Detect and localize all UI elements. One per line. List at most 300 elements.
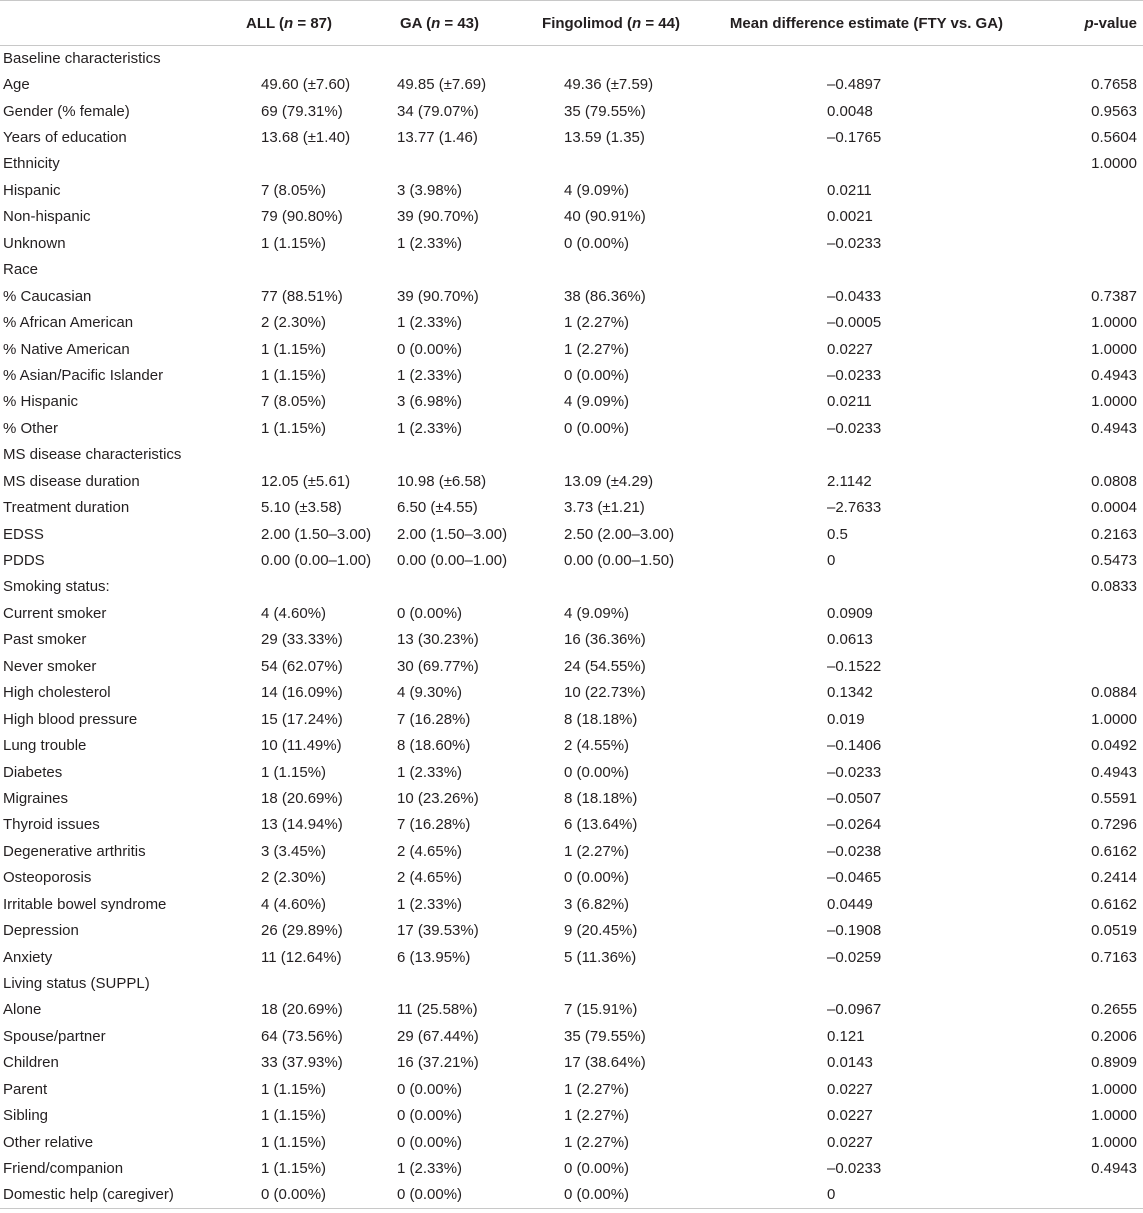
p-value: 0.0519	[1091, 922, 1137, 940]
all-value: 49.60 (±7.60)	[261, 76, 351, 94]
all-value: 69 (79.31%)	[261, 102, 343, 120]
all-value: 3 (3.45%)	[261, 842, 327, 860]
mean-difference-value: 0.0227	[827, 1107, 873, 1125]
table-row	[0, 363, 1143, 389]
row-label: Race	[3, 261, 39, 279]
table-row	[0, 759, 1143, 785]
fingolimod-value	[523, 574, 699, 600]
mean-difference-value: –0.0967	[827, 1001, 882, 1019]
fingolimod-value: 8 (18.18%)	[564, 710, 638, 728]
header-all: ALL (n = 87)	[222, 1, 356, 46]
mean-difference-value: 0.0909	[827, 604, 873, 622]
table-row	[0, 336, 1143, 362]
p-value: 0.8909	[1091, 1054, 1137, 1072]
table-row	[0, 733, 1143, 759]
p-value: 0.0808	[1091, 472, 1137, 490]
table-row	[0, 151, 1143, 177]
all-value	[222, 574, 356, 600]
p-value	[1034, 627, 1143, 653]
fingolimod-value: 4 (9.09%)	[564, 393, 630, 411]
ga-value: 7 (16.28%)	[397, 816, 471, 834]
all-value: 1 (1.15%)	[261, 1107, 327, 1125]
table-row	[0, 442, 1143, 468]
row-label: Parent	[3, 1080, 48, 1098]
ga-value	[356, 257, 523, 283]
row-label: Children	[3, 1054, 59, 1072]
table-row	[0, 706, 1143, 732]
row-label: High blood pressure	[3, 710, 138, 728]
table-row	[0, 601, 1143, 627]
mean-difference-value: 0.0211	[827, 181, 872, 199]
p-value	[1034, 257, 1143, 283]
ga-value: 10 (23.26%)	[397, 789, 479, 807]
ga-value: 1 (2.33%)	[397, 763, 463, 781]
row-label: Gender (% female)	[3, 102, 130, 120]
row-label: Migraines	[3, 789, 69, 807]
p-value: 1.0000	[1091, 314, 1137, 332]
ga-value: 0 (0.00%)	[397, 604, 463, 622]
mean-difference-value: 0.0227	[827, 1133, 873, 1151]
all-value: 1 (1.15%)	[261, 1160, 327, 1178]
p-value: 0.7387	[1091, 287, 1137, 305]
mean-difference-value: 0.0227	[827, 340, 873, 358]
p-value	[1034, 204, 1143, 230]
ga-value: 3 (6.98%)	[397, 393, 463, 411]
mean-difference-value: –0.0433	[827, 287, 882, 305]
header-ga: GA (n = 43)	[356, 1, 523, 46]
header-row	[0, 1, 1143, 46]
fingolimod-value: 0 (0.00%)	[564, 234, 630, 252]
row-label: Anxiety	[3, 948, 53, 966]
all-value: 29 (33.33%)	[261, 631, 343, 649]
p-value: 1.0000	[1091, 340, 1137, 358]
all-value: 26 (29.89%)	[261, 922, 343, 940]
mean-difference-value: 0.0449	[827, 895, 873, 913]
p-value	[1034, 231, 1143, 257]
all-value: 33 (37.93%)	[261, 1054, 343, 1072]
p-value: 0.0004	[1091, 499, 1137, 517]
table-row	[0, 574, 1143, 600]
row-label: % Hispanic	[3, 393, 79, 411]
fingolimod-value	[523, 46, 699, 72]
ga-value: 13 (30.23%)	[397, 631, 479, 649]
mean-difference-value	[699, 46, 1034, 72]
ga-value: 10.98 (±6.58)	[397, 472, 487, 490]
table-row	[0, 98, 1143, 124]
fingolimod-value: 0 (0.00%)	[564, 1160, 630, 1178]
row-label: Degenerative arthritis	[3, 842, 146, 860]
fingolimod-value: 9 (20.45%)	[564, 922, 638, 940]
row-label: Depression	[3, 922, 79, 940]
ga-value: 39 (90.70%)	[397, 287, 479, 305]
row-label: PDDS	[3, 552, 45, 570]
row-label: Baseline characteristics	[3, 49, 161, 67]
all-value: 5.10 (±3.58)	[261, 499, 342, 517]
all-value: 18 (20.69%)	[261, 789, 343, 807]
ga-value: 0 (0.00%)	[397, 340, 463, 358]
row-label: Sibling	[3, 1107, 49, 1125]
table-row	[0, 1129, 1143, 1155]
ga-value: 2.00 (1.50–3.00)	[397, 525, 508, 543]
fingolimod-value: 0 (0.00%)	[564, 869, 630, 887]
fingolimod-value: 0 (0.00%)	[564, 419, 630, 437]
fingolimod-value: 13.09 (±4.29)	[564, 472, 654, 490]
p-value: 0.2163	[1091, 525, 1137, 543]
mean-difference-value: –0.0238	[827, 842, 882, 860]
mean-difference-value: 0	[827, 552, 836, 570]
all-value	[222, 151, 356, 177]
fingolimod-value: 13.59 (1.35)	[564, 129, 645, 147]
mean-difference-value: –0.0005	[827, 314, 882, 332]
fingolimod-value: 1 (2.27%)	[564, 1080, 630, 1098]
row-label: % Other	[3, 419, 59, 437]
row-label: Living status (SUPPL)	[3, 975, 150, 993]
ga-value: 1 (2.33%)	[397, 366, 463, 384]
p-value: 1.0000	[1091, 1107, 1137, 1125]
mean-difference-value: 0.0048	[827, 102, 873, 120]
ga-value: 2 (4.65%)	[397, 869, 463, 887]
fingolimod-value	[523, 151, 699, 177]
fingolimod-value: 1 (2.27%)	[564, 1133, 630, 1151]
table-row	[0, 1050, 1143, 1076]
all-value: 4 (4.60%)	[261, 895, 327, 913]
p-value: 0.6162	[1091, 895, 1137, 913]
ga-value: 0 (0.00%)	[397, 1107, 463, 1125]
p-value: 1.0000	[1091, 710, 1137, 728]
row-label: Unknown	[3, 234, 66, 252]
all-value: 1 (1.15%)	[261, 234, 327, 252]
fingolimod-value: 0 (0.00%)	[564, 366, 630, 384]
row-label: % Native American	[3, 340, 130, 358]
row-label: Diabetes	[3, 763, 63, 781]
fingolimod-value: 35 (79.55%)	[564, 102, 646, 120]
fingolimod-value: 2 (4.55%)	[564, 737, 630, 755]
table-row	[0, 204, 1143, 230]
all-value: 1 (1.15%)	[261, 1133, 327, 1151]
p-value: 0.4943	[1091, 366, 1137, 384]
row-label: Years of education	[3, 129, 127, 147]
mean-difference-value: –0.0233	[827, 366, 882, 384]
ga-value: 29 (67.44%)	[397, 1027, 479, 1045]
p-value	[1034, 654, 1143, 680]
all-value: 4 (4.60%)	[261, 604, 327, 622]
p-value: 0.9563	[1091, 102, 1137, 120]
all-value	[222, 46, 356, 72]
p-value: 0.2414	[1091, 869, 1137, 887]
mean-difference-value: 0.0021	[827, 208, 873, 226]
table-row	[0, 521, 1143, 547]
ga-value	[356, 46, 523, 72]
mean-difference-value: –0.4897	[827, 76, 882, 94]
row-label: Lung trouble	[3, 737, 87, 755]
fingolimod-value: 0.00 (0.00–1.50)	[564, 552, 675, 570]
ga-value: 0 (0.00%)	[397, 1080, 463, 1098]
fingolimod-value: 35 (79.55%)	[564, 1027, 646, 1045]
table-row	[0, 72, 1143, 98]
row-label: Never smoker	[3, 657, 97, 675]
row-label: % Caucasian	[3, 287, 92, 305]
all-value: 2 (2.30%)	[261, 314, 327, 332]
mean-difference-value: –0.1406	[827, 737, 882, 755]
fingolimod-value: 1 (2.27%)	[564, 1107, 630, 1125]
p-value: 1.0000	[1091, 393, 1137, 411]
all-value: 15 (17.24%)	[261, 710, 343, 728]
p-value: 0.0492	[1091, 737, 1137, 755]
mean-difference-value: –0.0233	[827, 234, 882, 252]
mean-difference-value: 0.0227	[827, 1080, 873, 1098]
p-value	[1034, 1182, 1143, 1208]
mean-difference-value: 0.5	[827, 525, 848, 543]
row-label: Hispanic	[3, 181, 61, 199]
fingolimod-value: 3 (6.82%)	[564, 895, 630, 913]
header-label	[0, 1, 222, 46]
mean-difference-value: 2.1142	[827, 472, 872, 490]
p-value	[1034, 46, 1143, 72]
mean-difference-value: –0.0233	[827, 1160, 882, 1178]
all-value: 13.68 (±1.40)	[261, 129, 351, 147]
table-row	[0, 944, 1143, 970]
table-row	[0, 1103, 1143, 1129]
ga-value: 16 (37.21%)	[397, 1054, 479, 1072]
all-value: 13 (14.94%)	[261, 816, 343, 834]
table-body	[0, 46, 1143, 1209]
table-row	[0, 654, 1143, 680]
mean-difference-value: –0.0259	[827, 948, 882, 966]
fingolimod-value: 0 (0.00%)	[564, 763, 630, 781]
table-row	[0, 865, 1143, 891]
table-row	[0, 971, 1143, 997]
ga-value: 11 (25.58%)	[397, 1001, 478, 1019]
ga-value: 0 (0.00%)	[356, 1182, 523, 1208]
row-label: Treatment duration	[3, 499, 130, 517]
mean-difference-value: 0.0613	[827, 631, 873, 649]
p-value	[1034, 971, 1143, 997]
ga-value: 1 (2.33%)	[397, 895, 463, 913]
ga-value: 6.50 (±4.55)	[397, 499, 478, 517]
mean-difference-value: –0.0264	[827, 816, 882, 834]
ga-value: 2 (4.65%)	[397, 842, 463, 860]
fingolimod-value	[523, 442, 699, 468]
fingolimod-value	[523, 971, 699, 997]
mean-difference-value: –0.1765	[827, 129, 882, 147]
header-mean-difference: Mean difference estimate (FTY vs. GA)	[699, 1, 1034, 46]
table-row	[0, 389, 1143, 415]
fingolimod-value: 7 (15.91%)	[564, 1001, 638, 1019]
all-value: 1 (1.15%)	[261, 419, 327, 437]
table-row	[0, 495, 1143, 521]
p-value: 0.7296	[1091, 816, 1137, 834]
header-fingolimod: Fingolimod (n = 44)	[523, 1, 699, 46]
row-label: High cholesterol	[3, 684, 111, 702]
mean-difference-value	[699, 574, 1034, 600]
mean-difference-value: –0.1522	[827, 657, 882, 675]
all-value: 2.00 (1.50–3.00)	[261, 525, 372, 543]
fingolimod-value: 3.73 (±1.21)	[564, 499, 645, 517]
p-value	[1034, 178, 1143, 204]
fingolimod-value: 0 (0.00%)	[523, 1182, 699, 1208]
p-value: 0.7658	[1091, 76, 1137, 94]
row-label: Smoking status:	[3, 578, 110, 596]
ga-value	[356, 971, 523, 997]
ga-value: 7 (16.28%)	[397, 710, 471, 728]
mean-difference-value: –0.0233	[827, 763, 882, 781]
p-value: 0.4943	[1091, 763, 1137, 781]
ga-value: 17 (39.53%)	[397, 922, 479, 940]
ga-value	[356, 151, 523, 177]
all-value: 1 (1.15%)	[261, 366, 327, 384]
mean-difference-value: –0.0233	[827, 419, 882, 437]
table-row	[0, 283, 1143, 309]
row-label: Alone	[3, 1001, 42, 1019]
table-row	[0, 469, 1143, 495]
all-value: 12.05 (±5.61)	[261, 472, 351, 490]
mean-difference-value	[699, 971, 1034, 997]
all-value: 1 (1.15%)	[261, 763, 327, 781]
p-value: 0.4943	[1091, 1160, 1137, 1178]
all-value: 0.00 (0.00–1.00)	[261, 552, 372, 570]
ga-value: 0.00 (0.00–1.00)	[397, 552, 508, 570]
row-label: Past smoker	[3, 631, 87, 649]
row-label: Current smoker	[3, 604, 107, 622]
mean-difference-value: 0.0211	[827, 393, 872, 411]
all-value	[222, 442, 356, 468]
mean-difference-value: –0.0465	[827, 869, 882, 887]
fingolimod-value: 1 (2.27%)	[564, 842, 630, 860]
ga-value: 1 (2.33%)	[397, 234, 463, 252]
fingolimod-value: 17 (38.64%)	[564, 1054, 646, 1072]
all-value: 10 (11.49%)	[261, 737, 342, 755]
ga-value: 13.77 (1.46)	[397, 129, 478, 147]
ga-value: 6 (13.95%)	[397, 948, 471, 966]
ga-value: 1 (2.33%)	[397, 314, 463, 332]
header-p-value: p-value	[1034, 1, 1143, 46]
mean-difference-value: –2.7633	[827, 499, 882, 517]
fingolimod-value: 4 (9.09%)	[564, 181, 630, 199]
ga-value: 8 (18.60%)	[397, 737, 471, 755]
all-value: 1 (1.15%)	[261, 1080, 327, 1098]
p-value	[1034, 601, 1143, 627]
fingolimod-value: 5 (11.36%)	[564, 948, 637, 966]
all-value: 64 (73.56%)	[261, 1027, 343, 1045]
mean-difference-value	[699, 442, 1034, 468]
all-value: 0 (0.00%)	[222, 1182, 356, 1208]
fingolimod-value: 8 (18.18%)	[564, 789, 638, 807]
ga-value: 1 (2.33%)	[397, 419, 463, 437]
table-row	[0, 257, 1143, 283]
row-label: EDSS	[3, 525, 44, 543]
all-value: 18 (20.69%)	[261, 1001, 343, 1019]
row-label: Ethnicity	[3, 155, 60, 173]
mean-difference-value	[699, 257, 1034, 283]
mean-difference-value: 0.121	[827, 1027, 865, 1045]
row-label: Irritable bowel syndrome	[3, 895, 167, 913]
row-label: MS disease characteristics	[3, 446, 182, 464]
p-value	[1034, 442, 1143, 468]
p-value: 1.0000	[1091, 1133, 1137, 1151]
fingolimod-value: 4 (9.09%)	[564, 604, 630, 622]
all-value: 7 (8.05%)	[261, 393, 327, 411]
ga-value	[356, 442, 523, 468]
table-row	[0, 1156, 1143, 1182]
p-value: 0.5473	[1091, 552, 1137, 570]
all-value: 77 (88.51%)	[261, 287, 343, 305]
row-label: Non-hispanic	[3, 208, 91, 226]
row-label: Osteoporosis	[3, 869, 92, 887]
mean-difference-value	[699, 151, 1034, 177]
all-value: 14 (16.09%)	[261, 684, 343, 702]
table-row	[0, 812, 1143, 838]
fingolimod-value: 10 (22.73%)	[564, 684, 646, 702]
row-label: % African American	[3, 314, 134, 332]
row-label: % Asian/Pacific Islander	[3, 366, 164, 384]
fingolimod-value: 1 (2.27%)	[564, 340, 630, 358]
table-row	[0, 1077, 1143, 1103]
mean-difference-value: 0.019	[827, 710, 865, 728]
ga-value: 34 (79.07%)	[397, 102, 479, 120]
p-value: 1.0000	[1091, 155, 1137, 173]
row-label: Spouse/partner	[3, 1027, 106, 1045]
fingolimod-value: 24 (54.55%)	[564, 657, 646, 675]
table-row	[0, 548, 1143, 574]
ga-value	[356, 574, 523, 600]
table-row	[0, 416, 1143, 442]
table-row	[0, 892, 1143, 918]
row-label: Age	[3, 76, 30, 94]
table-row	[0, 786, 1143, 812]
mean-difference-value: 0.0143	[827, 1054, 873, 1072]
all-value: 1 (1.15%)	[261, 340, 327, 358]
p-value: 0.5604	[1091, 129, 1137, 147]
mean-difference-value: –0.1908	[827, 922, 882, 940]
p-value: 0.7163	[1091, 948, 1137, 966]
all-value: 11 (12.64%)	[261, 948, 342, 966]
ga-value: 1 (2.33%)	[397, 1160, 463, 1178]
p-value: 1.0000	[1091, 1080, 1137, 1098]
row-label: MS disease duration	[3, 472, 140, 490]
all-value	[222, 257, 356, 283]
fingolimod-value: 49.36 (±7.59)	[564, 76, 654, 94]
mean-difference-value: 0	[699, 1182, 1034, 1208]
table-row	[0, 1182, 1143, 1208]
table-row	[0, 231, 1143, 257]
table-row	[0, 46, 1143, 72]
fingolimod-value: 16 (36.36%)	[564, 631, 646, 649]
table-row	[0, 918, 1143, 944]
fingolimod-value: 6 (13.64%)	[564, 816, 638, 834]
table-row	[0, 627, 1143, 653]
mean-difference-value: –0.0507	[827, 789, 882, 807]
ga-value: 39 (90.70%)	[397, 208, 479, 226]
table-row	[0, 997, 1143, 1023]
fingolimod-value: 2.50 (2.00–3.00)	[564, 525, 675, 543]
ga-value: 0 (0.00%)	[397, 1133, 463, 1151]
table-row	[0, 310, 1143, 336]
row-label: Other relative	[3, 1133, 94, 1151]
ga-value: 30 (69.77%)	[397, 657, 479, 675]
p-value: 0.0884	[1091, 684, 1137, 702]
ga-value: 49.85 (±7.69)	[397, 76, 487, 94]
all-value: 7 (8.05%)	[261, 181, 327, 199]
p-value: 0.4943	[1091, 419, 1137, 437]
fingolimod-value: 1 (2.27%)	[564, 314, 630, 332]
table-row	[0, 680, 1143, 706]
table-row	[0, 1024, 1143, 1050]
p-value: 0.2006	[1091, 1027, 1137, 1045]
ga-value: 3 (3.98%)	[397, 181, 463, 199]
all-value: 79 (90.80%)	[261, 208, 343, 226]
p-value: 0.5591	[1091, 789, 1137, 807]
row-label: Domestic help (caregiver)	[0, 1182, 222, 1208]
